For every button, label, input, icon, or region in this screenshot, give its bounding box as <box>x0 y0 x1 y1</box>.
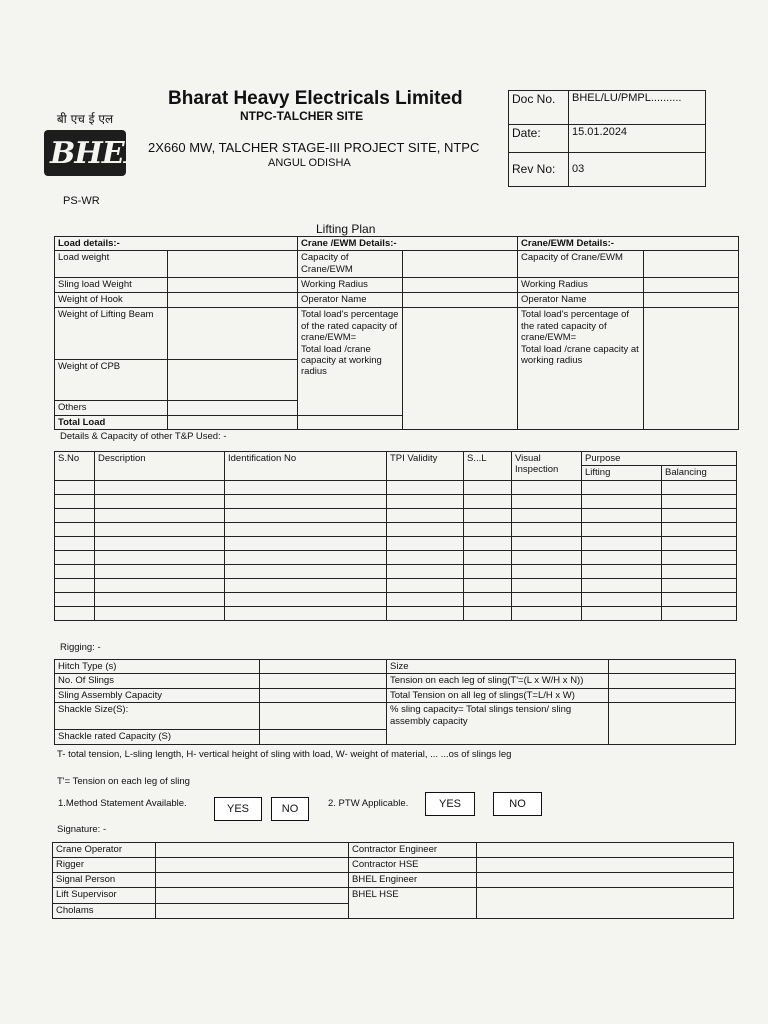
table-row[interactable] <box>55 536 737 550</box>
crane2-percentage-value[interactable] <box>644 308 739 430</box>
crane2-formula-label: Total load /crane capacity at working radius <box>521 343 639 366</box>
rigging-table <box>54 659 736 745</box>
crane-operator-sign[interactable] <box>156 843 349 858</box>
signature-table <box>52 842 734 919</box>
load-crane-table <box>54 236 739 430</box>
signal-person-label: Signal Person <box>53 873 156 888</box>
others-value[interactable] <box>168 401 298 415</box>
crane2-operator-value[interactable] <box>644 293 739 308</box>
logo-hindi-text: बी एच ई एल <box>56 112 114 126</box>
bhel-engineer-label: BHEL Engineer <box>349 873 477 888</box>
crane1-operator-value[interactable] <box>403 293 518 308</box>
logo-mark <box>44 130 144 176</box>
bhel-hse-sign[interactable] <box>477 888 734 919</box>
sling-capacity-pct-value[interactable] <box>609 703 736 744</box>
table-row[interactable] <box>55 508 737 522</box>
tension-each-leg-label: Tension on each leg of sling(T'=(L x W/H x N)) <box>387 674 609 688</box>
col-description: Description <box>95 452 225 481</box>
rigger-label: Rigger <box>53 858 156 873</box>
shackle-size-label: Shackle Size(S): <box>55 703 260 730</box>
project-name: 2X660 MW, TALCHER STAGE-III PROJECT SITE, NTPC <box>148 140 480 155</box>
size-value[interactable] <box>609 660 736 674</box>
crane1-radius-value[interactable] <box>403 278 518 293</box>
shackle-rated-label: Shackle rated Capacity (S) <box>55 730 260 744</box>
total-tension-label: Total Tension on all leg of slings(T=L/H x W) <box>387 688 609 702</box>
hitch-type-label: Hitch Type (s) <box>55 660 260 674</box>
rigging-title: Rigging: - <box>60 642 101 653</box>
col-swl: S...L <box>464 452 512 481</box>
method-statement-label: 1.Method Statement Available. <box>58 798 187 809</box>
tp-rows <box>55 480 737 620</box>
date-label: Date: <box>509 125 569 153</box>
contractor-hse-sign[interactable] <box>477 858 734 873</box>
beam-weight-value[interactable] <box>168 308 298 360</box>
col-purpose: Purpose <box>582 452 737 466</box>
col-identification: Identification No <box>225 452 387 481</box>
date-value: 15.01.2024 <box>569 125 706 153</box>
shackle-size-value[interactable] <box>260 703 387 730</box>
crane1-blank-cell <box>298 415 403 429</box>
sling-load-label: Sling load Weight <box>55 278 168 293</box>
ptw-label: 2. PTW Applicable. <box>328 798 409 809</box>
sling-assembly-value[interactable] <box>260 688 387 702</box>
legend-note: T- total tension, L-sling length, H- vertical height of sling with load, W- weight of material, ... ...os of slings leg <box>57 749 512 760</box>
load-weight-label: Load weight <box>55 251 168 278</box>
lift-supervisor-label: Lift Supervisor <box>53 888 156 904</box>
crane2-radius-label: Working Radius <box>518 278 644 293</box>
crane-operator-label: Crane Operator <box>53 843 156 858</box>
crane1-percentage-label: Total load's percentage of the rated capacity of crane/EWM= <box>301 309 399 344</box>
crane1-percentage-value[interactable] <box>403 308 518 430</box>
cpb-weight-value[interactable] <box>168 360 298 401</box>
location: ANGUL ODISHA <box>268 157 351 169</box>
lifting-plan-title: Lifting Plan <box>316 222 376 236</box>
signature-title: Signature: - <box>57 824 107 835</box>
cpb-weight-label: Weight of CPB <box>55 360 168 401</box>
bhel-logo <box>44 110 144 176</box>
tension-each-leg-value[interactable] <box>609 674 736 688</box>
ps-wr-label: PS-WR <box>63 195 100 207</box>
table-row[interactable] <box>55 480 737 494</box>
crane1-capacity-value[interactable] <box>403 251 518 278</box>
hitch-type-value[interactable] <box>260 660 387 674</box>
crane2-radius-value[interactable] <box>644 278 739 293</box>
no-of-slings-label: No. Of Slings <box>55 674 260 688</box>
bhel-hse-label: BHEL HSE <box>349 888 477 919</box>
cholams-label: Cholams <box>53 904 156 919</box>
tp-table <box>54 451 737 621</box>
ptw-yes-checkbox[interactable]: YES <box>425 792 475 816</box>
load-weight-value[interactable] <box>168 251 298 278</box>
col-tpi-validity: TPI Validity <box>387 452 464 481</box>
doc-value: BHEL/LU/PMPL.......... <box>569 91 706 125</box>
lift-supervisor-sign[interactable] <box>156 888 349 904</box>
load-details-header: Load details:- <box>55 237 298 251</box>
col-sno: S.No <box>55 452 95 481</box>
rigger-sign[interactable] <box>156 858 349 873</box>
others-label: Others <box>55 401 168 415</box>
table-row[interactable] <box>55 522 737 536</box>
rev-label: Rev No: <box>509 153 569 187</box>
size-label: Size <box>387 660 609 674</box>
doc-label: Doc No. <box>509 91 569 125</box>
bhel-engineer-sign[interactable] <box>477 873 734 888</box>
table-row[interactable] <box>55 564 737 578</box>
col-visual-inspection: Visual Inspection <box>512 452 582 481</box>
rev-value: 03 <box>569 153 706 187</box>
ptw-no-checkbox[interactable]: NO <box>493 792 542 816</box>
crane2-capacity-label: Capacity of Crane/EWM <box>518 251 644 278</box>
contractor-engineer-sign[interactable] <box>477 843 734 858</box>
sling-capacity-pct-label: % sling capacity= Total slings tension/ sling assembly capacity <box>387 703 609 744</box>
crane1-capacity-label: Capacity of Crane/EWM <box>298 251 403 278</box>
sling-assembly-label: Sling Assembly Capacity <box>55 688 260 702</box>
logo-text: BHEL <box>50 136 144 171</box>
no-of-slings-value[interactable] <box>260 674 387 688</box>
total-tension-value[interactable] <box>609 688 736 702</box>
site-name: NTPC-TALCHER SITE <box>240 109 364 123</box>
contractor-hse-label: Contractor HSE <box>349 858 477 873</box>
table-row[interactable] <box>55 550 737 564</box>
method-no-checkbox[interactable]: NO <box>271 797 309 821</box>
hook-weight-value[interactable] <box>168 293 298 308</box>
doc-info-table <box>508 90 706 187</box>
tprime-note: T'= Tension on each leg of sling <box>57 776 190 787</box>
table-row[interactable] <box>55 606 737 620</box>
table-row[interactable] <box>55 592 737 606</box>
total-load-value[interactable] <box>168 415 298 429</box>
cholams-sign[interactable] <box>156 904 349 919</box>
crane1-operator-label: Operator Name <box>298 293 403 308</box>
table-row[interactable] <box>55 578 737 592</box>
crane2-header: Crane/EWM Details:- <box>518 237 739 251</box>
table-row[interactable] <box>55 494 737 508</box>
col-balancing: Balancing <box>662 466 737 480</box>
company-name: Bharat Heavy Electricals Limited <box>168 88 463 109</box>
hook-weight-label: Weight of Hook <box>55 293 168 308</box>
contractor-engineer-label: Contractor Engineer <box>349 843 477 858</box>
total-load-label: Total Load <box>55 415 168 429</box>
beam-weight-label: Weight of Lifting Beam <box>55 308 168 360</box>
crane1-radius-label: Working Radius <box>298 278 403 293</box>
crane1-percentage-cell <box>298 308 403 415</box>
crane2-capacity-value[interactable] <box>644 251 739 278</box>
crane2-percentage-cell <box>518 308 644 430</box>
crane1-formula-label: Total load /crane capacity at working radius <box>301 343 382 378</box>
shackle-rated-value[interactable] <box>260 730 387 744</box>
sling-load-value[interactable] <box>168 278 298 293</box>
crane1-header: Crane /EWM Details:- <box>298 237 518 251</box>
tp-section-title: Details & Capacity of other T&P Used: - <box>60 431 227 442</box>
method-yes-checkbox[interactable]: YES <box>214 797 262 821</box>
col-lifting: Lifting <box>582 466 662 480</box>
signal-person-sign[interactable] <box>156 873 349 888</box>
crane2-operator-label: Operator Name <box>518 293 644 308</box>
crane2-percentage-label: Total load's percentage of the rated capacity of crane/EWM= <box>521 309 630 344</box>
